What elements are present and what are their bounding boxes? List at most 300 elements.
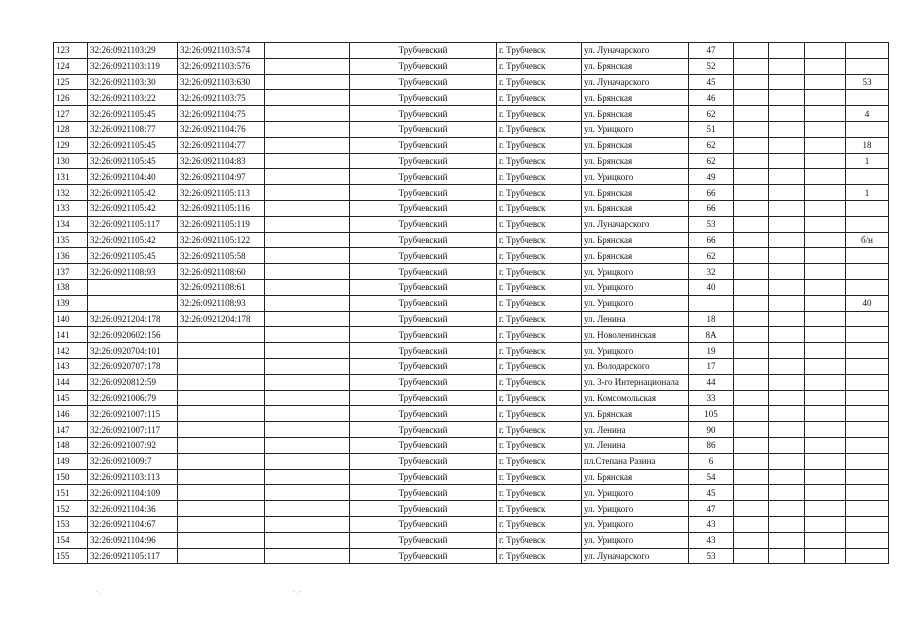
street-cell: ул. Луначарского xyxy=(582,216,689,232)
street-cell: пл.Степана Разина xyxy=(582,453,689,469)
empty-cell xyxy=(265,200,350,216)
row-number-cell: 151 xyxy=(54,485,88,501)
empty-cell xyxy=(805,343,846,359)
city-cell: г. Трубчевск xyxy=(497,216,582,232)
empty-cell xyxy=(265,121,350,137)
street-cell: ул. Урицкого xyxy=(582,121,689,137)
object-cadastral-number-cell: 32:26:0921105:113 xyxy=(178,185,265,201)
house-number-cell: 54 xyxy=(689,469,734,485)
extra-value-cell xyxy=(846,121,889,137)
extra-value-cell xyxy=(846,406,889,422)
house-number-cell: 45 xyxy=(689,485,734,501)
row-number-cell: 124 xyxy=(54,58,88,74)
row-number-cell: 149 xyxy=(54,453,88,469)
house-number-cell: 43 xyxy=(689,516,734,532)
city-cell: г. Трубчевск xyxy=(497,153,582,169)
empty-cell xyxy=(265,279,350,295)
table-row xyxy=(54,374,889,390)
extra-value-cell xyxy=(846,532,889,548)
object-cadastral-number-cell xyxy=(178,453,265,469)
empty-cell xyxy=(805,232,846,248)
extra-value-cell: 18 xyxy=(846,137,889,153)
district-cell: Трубчевский xyxy=(350,106,497,122)
district-cell: Трубчевский xyxy=(350,58,497,74)
house-number-cell: 105 xyxy=(689,406,734,422)
city-cell: г. Трубчевск xyxy=(497,43,582,59)
cadastral-number-cell: 32:26:0921105:42 xyxy=(88,200,178,216)
empty-cell xyxy=(805,121,846,137)
district-cell: Трубчевский xyxy=(350,232,497,248)
object-cadastral-number-cell xyxy=(178,548,265,564)
extra-value-cell xyxy=(846,422,889,438)
object-cadastral-number-cell: 32:26:0921103:576 xyxy=(178,58,265,74)
district-cell: Трубчевский xyxy=(350,200,497,216)
empty-cell xyxy=(805,390,846,406)
cadastral-number-cell: 32:26:0921103:113 xyxy=(88,469,178,485)
empty-cell xyxy=(265,422,350,438)
cadastral-number-cell: 32:26:0921104:109 xyxy=(88,485,178,501)
extra-value-cell xyxy=(846,216,889,232)
cadastral-number-cell: 32:26:0921103:29 xyxy=(88,43,178,59)
empty-cell xyxy=(734,311,769,327)
table-row xyxy=(54,137,889,153)
cadastral-number-cell: 32:26:0921105:42 xyxy=(88,232,178,248)
house-number-cell: 90 xyxy=(689,422,734,438)
empty-cell xyxy=(769,58,805,74)
empty-cell xyxy=(769,327,805,343)
empty-cell xyxy=(265,295,350,311)
table-row xyxy=(54,390,889,406)
city-cell: г. Трубчевск xyxy=(497,121,582,137)
extra-value-cell xyxy=(846,200,889,216)
empty-cell xyxy=(769,279,805,295)
city-cell: г. Трубчевск xyxy=(497,485,582,501)
street-cell: ул. Урицкого xyxy=(582,532,689,548)
house-number-cell: 43 xyxy=(689,532,734,548)
empty-cell xyxy=(769,264,805,280)
row-number-cell: 123 xyxy=(54,43,88,59)
table-row xyxy=(54,279,889,295)
empty-cell xyxy=(805,374,846,390)
empty-cell xyxy=(769,437,805,453)
district-cell: Трубчевский xyxy=(350,43,497,59)
empty-cell xyxy=(265,374,350,390)
cadastral-number-cell: 32:26:0921105:117 xyxy=(88,548,178,564)
city-cell: г. Трубчевск xyxy=(497,137,582,153)
empty-cell xyxy=(769,153,805,169)
street-cell: ул. Урицкого xyxy=(582,485,689,501)
street-cell: ул. Брянская xyxy=(582,232,689,248)
row-number-cell: 153 xyxy=(54,516,88,532)
extra-value-cell xyxy=(846,358,889,374)
empty-cell xyxy=(734,343,769,359)
object-cadastral-number-cell xyxy=(178,422,265,438)
empty-cell xyxy=(265,74,350,90)
empty-cell xyxy=(734,185,769,201)
empty-cell xyxy=(734,232,769,248)
object-cadastral-number-cell xyxy=(178,343,265,359)
district-cell: Трубчевский xyxy=(350,501,497,517)
district-cell: Трубчевский xyxy=(350,137,497,153)
empty-cell xyxy=(734,485,769,501)
empty-cell xyxy=(265,548,350,564)
district-cell: Трубчевский xyxy=(350,295,497,311)
empty-cell xyxy=(769,248,805,264)
street-cell: ул. Брянская xyxy=(582,248,689,264)
empty-cell xyxy=(265,532,350,548)
table-row xyxy=(54,74,889,90)
cadastral-number-cell: 32:26:0921108:77 xyxy=(88,121,178,137)
object-cadastral-number-cell xyxy=(178,374,265,390)
row-number-cell: 154 xyxy=(54,532,88,548)
empty-cell xyxy=(265,90,350,106)
extra-value-cell xyxy=(846,43,889,59)
empty-cell xyxy=(265,437,350,453)
table-row xyxy=(54,169,889,185)
cadastral-number-cell: 32:26:0921006:79 xyxy=(88,390,178,406)
table-row xyxy=(54,485,889,501)
row-number-cell: 136 xyxy=(54,248,88,264)
empty-cell xyxy=(734,153,769,169)
empty-cell xyxy=(769,232,805,248)
cadastral-number-cell: 32:26:0921007:115 xyxy=(88,406,178,422)
row-number-cell: 132 xyxy=(54,185,88,201)
object-cadastral-number-cell: 32:26:0921103:75 xyxy=(178,90,265,106)
house-number-cell: 44 xyxy=(689,374,734,390)
row-number-cell: 127 xyxy=(54,106,88,122)
cadastral-number-cell: 32:26:0921104:96 xyxy=(88,532,178,548)
empty-cell xyxy=(734,248,769,264)
empty-cell xyxy=(805,90,846,106)
empty-cell xyxy=(265,248,350,264)
empty-cell xyxy=(769,74,805,90)
empty-cell xyxy=(769,185,805,201)
object-cadastral-number-cell: 32:26:0921104:75 xyxy=(178,106,265,122)
street-cell: ул. Брянская xyxy=(582,90,689,106)
empty-cell xyxy=(734,437,769,453)
extra-value-cell xyxy=(846,58,889,74)
city-cell: г. Трубчевск xyxy=(497,469,582,485)
house-number-cell: 47 xyxy=(689,501,734,517)
empty-cell xyxy=(805,137,846,153)
district-cell: Трубчевский xyxy=(350,469,497,485)
object-cadastral-number-cell: 32:26:0921103:574 xyxy=(178,43,265,59)
object-cadastral-number-cell: 32:26:0921104:76 xyxy=(178,121,265,137)
object-cadastral-number-cell xyxy=(178,358,265,374)
table-row xyxy=(54,185,889,201)
row-number-cell: 140 xyxy=(54,311,88,327)
empty-cell xyxy=(769,516,805,532)
extra-value-cell: 53 xyxy=(846,74,889,90)
city-cell: г. Трубчевск xyxy=(497,279,582,295)
cadastral-number-cell: 32:26:0921105:42 xyxy=(88,185,178,201)
empty-cell xyxy=(805,327,846,343)
district-cell: Трубчевский xyxy=(350,153,497,169)
table-row xyxy=(54,469,889,485)
street-cell: ул. Брянская xyxy=(582,58,689,74)
object-cadastral-number-cell: 32:26:0921105:116 xyxy=(178,200,265,216)
cadastral-number-cell: 32:26:0920704:101 xyxy=(88,343,178,359)
house-number-cell: 19 xyxy=(689,343,734,359)
street-cell: ул. Урицкого xyxy=(582,169,689,185)
extra-value-cell xyxy=(846,90,889,106)
empty-cell xyxy=(805,311,846,327)
object-cadastral-number-cell: 32:26:0921105:119 xyxy=(178,216,265,232)
district-cell: Трубчевский xyxy=(350,169,497,185)
empty-cell xyxy=(734,422,769,438)
empty-cell xyxy=(769,485,805,501)
city-cell: г. Трубчевск xyxy=(497,90,582,106)
object-cadastral-number-cell: 32:26:0921105:58 xyxy=(178,248,265,264)
street-cell: ул. Комсомольская xyxy=(582,390,689,406)
empty-cell xyxy=(805,532,846,548)
cadastral-number-cell: 32:26:0921105:45 xyxy=(88,248,178,264)
table-row xyxy=(54,327,889,343)
scan-artifact-left: · . xyxy=(95,588,101,596)
house-number-cell: 17 xyxy=(689,358,734,374)
table-row xyxy=(54,453,889,469)
district-cell: Трубчевский xyxy=(350,390,497,406)
empty-cell xyxy=(805,185,846,201)
extra-value-cell xyxy=(846,501,889,517)
object-cadastral-number-cell: 32:26:0921108:61 xyxy=(178,279,265,295)
city-cell: г. Трубчевск xyxy=(497,200,582,216)
extra-value-cell xyxy=(846,327,889,343)
extra-value-cell: 1 xyxy=(846,185,889,201)
district-cell: Трубчевский xyxy=(350,216,497,232)
house-number-cell: 45 xyxy=(689,74,734,90)
cadastral-number-cell xyxy=(88,279,178,295)
empty-cell xyxy=(805,153,846,169)
object-cadastral-number-cell xyxy=(178,327,265,343)
table-row xyxy=(54,43,889,59)
city-cell: г. Трубчевск xyxy=(497,390,582,406)
empty-cell xyxy=(734,74,769,90)
extra-value-cell xyxy=(846,279,889,295)
cadastral-number-cell: 32:26:0920602:156 xyxy=(88,327,178,343)
cadastral-number-cell: 32:26:0920812:59 xyxy=(88,374,178,390)
object-cadastral-number-cell xyxy=(178,516,265,532)
street-cell: ул. Ленина xyxy=(582,437,689,453)
empty-cell xyxy=(805,279,846,295)
empty-cell xyxy=(734,216,769,232)
district-cell: Трубчевский xyxy=(350,422,497,438)
object-cadastral-number-cell: 32:26:0921103:630 xyxy=(178,74,265,90)
row-number-cell: 150 xyxy=(54,469,88,485)
empty-cell xyxy=(805,74,846,90)
row-number-cell: 142 xyxy=(54,343,88,359)
empty-cell xyxy=(265,327,350,343)
empty-cell xyxy=(734,106,769,122)
cadastral-number-cell: 32:26:0921204:178 xyxy=(88,311,178,327)
cadastral-number-cell: 32:26:0921105:45 xyxy=(88,106,178,122)
empty-cell xyxy=(265,469,350,485)
object-cadastral-number-cell: 32:26:0921104:83 xyxy=(178,153,265,169)
empty-cell xyxy=(805,469,846,485)
empty-cell xyxy=(734,58,769,74)
city-cell: г. Трубчевск xyxy=(497,437,582,453)
empty-cell xyxy=(805,501,846,517)
row-number-cell: 133 xyxy=(54,200,88,216)
house-number-cell: 33 xyxy=(689,390,734,406)
empty-cell xyxy=(734,295,769,311)
empty-cell xyxy=(805,406,846,422)
table-row xyxy=(54,232,889,248)
house-number-cell: 62 xyxy=(689,106,734,122)
extra-value-cell xyxy=(846,169,889,185)
empty-cell xyxy=(734,469,769,485)
table-row xyxy=(54,437,889,453)
street-cell: ул. Брянская xyxy=(582,469,689,485)
table-row xyxy=(54,90,889,106)
table-row xyxy=(54,264,889,280)
street-cell: ул. Володарского xyxy=(582,358,689,374)
row-number-cell: 131 xyxy=(54,169,88,185)
house-number-cell: 86 xyxy=(689,437,734,453)
empty-cell xyxy=(769,43,805,59)
cadastral-number-cell: 32:26:0921105:45 xyxy=(88,137,178,153)
row-number-cell: 141 xyxy=(54,327,88,343)
street-cell: ул. Брянская xyxy=(582,200,689,216)
empty-cell xyxy=(734,358,769,374)
empty-cell xyxy=(265,516,350,532)
district-cell: Трубчевский xyxy=(350,74,497,90)
empty-cell xyxy=(265,58,350,74)
empty-cell xyxy=(769,453,805,469)
scan-artifacts xyxy=(95,588,301,596)
row-number-cell: 135 xyxy=(54,232,88,248)
scan-artifact-right: · .· xyxy=(292,588,301,596)
extra-value-cell: б/н xyxy=(846,232,889,248)
city-cell: г. Трубчевск xyxy=(497,264,582,280)
empty-cell xyxy=(734,532,769,548)
house-number-cell xyxy=(689,295,734,311)
empty-cell xyxy=(769,169,805,185)
city-cell: г. Трубчевск xyxy=(497,453,582,469)
empty-cell xyxy=(265,106,350,122)
row-number-cell: 126 xyxy=(54,90,88,106)
city-cell: г. Трубчевск xyxy=(497,516,582,532)
empty-cell xyxy=(734,279,769,295)
house-number-cell: 8А xyxy=(689,327,734,343)
district-cell: Трубчевский xyxy=(350,374,497,390)
empty-cell xyxy=(265,264,350,280)
city-cell: г. Трубчевск xyxy=(497,501,582,517)
table-row xyxy=(54,106,889,122)
empty-cell xyxy=(734,43,769,59)
extra-value-cell xyxy=(846,453,889,469)
house-number-cell: 66 xyxy=(689,232,734,248)
district-cell: Трубчевский xyxy=(350,121,497,137)
cadastral-number-cell: 32:26:0921103:119 xyxy=(88,58,178,74)
city-cell: г. Трубчевск xyxy=(497,232,582,248)
extra-value-cell xyxy=(846,469,889,485)
street-cell: ул. Урицкого xyxy=(582,295,689,311)
city-cell: г. Трубчевск xyxy=(497,343,582,359)
empty-cell xyxy=(265,153,350,169)
row-number-cell: 152 xyxy=(54,501,88,517)
object-cadastral-number-cell: 32:26:0921104:77 xyxy=(178,137,265,153)
object-cadastral-number-cell xyxy=(178,485,265,501)
table-row xyxy=(54,422,889,438)
empty-cell xyxy=(265,43,350,59)
cadastral-number-cell: 32:26:0921104:67 xyxy=(88,516,178,532)
house-number-cell: 66 xyxy=(689,200,734,216)
empty-cell xyxy=(805,106,846,122)
empty-cell xyxy=(265,358,350,374)
district-cell: Трубчевский xyxy=(350,406,497,422)
district-cell: Трубчевский xyxy=(350,485,497,501)
empty-cell xyxy=(265,137,350,153)
row-number-cell: 145 xyxy=(54,390,88,406)
empty-cell xyxy=(805,422,846,438)
empty-cell xyxy=(769,469,805,485)
empty-cell xyxy=(805,516,846,532)
cadastral-number-cell: 32:26:0921009:7 xyxy=(88,453,178,469)
row-number-cell: 128 xyxy=(54,121,88,137)
empty-cell xyxy=(734,501,769,517)
empty-cell xyxy=(265,232,350,248)
empty-cell xyxy=(805,169,846,185)
city-cell: г. Трубчевск xyxy=(497,406,582,422)
object-cadastral-number-cell xyxy=(178,390,265,406)
table-row xyxy=(54,216,889,232)
street-cell: ул. Урицкого xyxy=(582,516,689,532)
city-cell: г. Трубчевск xyxy=(497,532,582,548)
empty-cell xyxy=(734,548,769,564)
extra-value-cell xyxy=(846,548,889,564)
cadastral-number-cell: 32:26:0920707:178 xyxy=(88,358,178,374)
object-cadastral-number-cell xyxy=(178,469,265,485)
table-row xyxy=(54,248,889,264)
table-row xyxy=(54,548,889,564)
extra-value-cell xyxy=(846,374,889,390)
empty-cell xyxy=(805,437,846,453)
district-cell: Трубчевский xyxy=(350,311,497,327)
street-cell: ул. Брянская xyxy=(582,137,689,153)
empty-cell xyxy=(769,406,805,422)
empty-cell xyxy=(769,548,805,564)
empty-cell xyxy=(265,311,350,327)
table-row xyxy=(54,532,889,548)
city-cell: г. Трубчевск xyxy=(497,295,582,311)
extra-value-cell: 4 xyxy=(846,106,889,122)
street-cell: ул. 3-го Интернационала xyxy=(582,374,689,390)
object-cadastral-number-cell xyxy=(178,406,265,422)
extra-value-cell: 1 xyxy=(846,153,889,169)
empty-cell xyxy=(805,200,846,216)
row-number-cell: 134 xyxy=(54,216,88,232)
empty-cell xyxy=(769,501,805,517)
empty-cell xyxy=(769,311,805,327)
district-cell: Трубчевский xyxy=(350,327,497,343)
empty-cell xyxy=(265,406,350,422)
street-cell: ул. Брянская xyxy=(582,106,689,122)
district-cell: Трубчевский xyxy=(350,248,497,264)
object-cadastral-number-cell: 32:26:0921104:97 xyxy=(178,169,265,185)
empty-cell xyxy=(265,485,350,501)
house-number-cell: 53 xyxy=(689,548,734,564)
empty-cell xyxy=(734,327,769,343)
empty-cell xyxy=(734,390,769,406)
empty-cell xyxy=(734,121,769,137)
district-cell: Трубчевский xyxy=(350,532,497,548)
row-number-cell: 139 xyxy=(54,295,88,311)
empty-cell xyxy=(265,343,350,359)
table-row xyxy=(54,58,889,74)
district-cell: Трубчевский xyxy=(350,264,497,280)
empty-cell xyxy=(769,358,805,374)
